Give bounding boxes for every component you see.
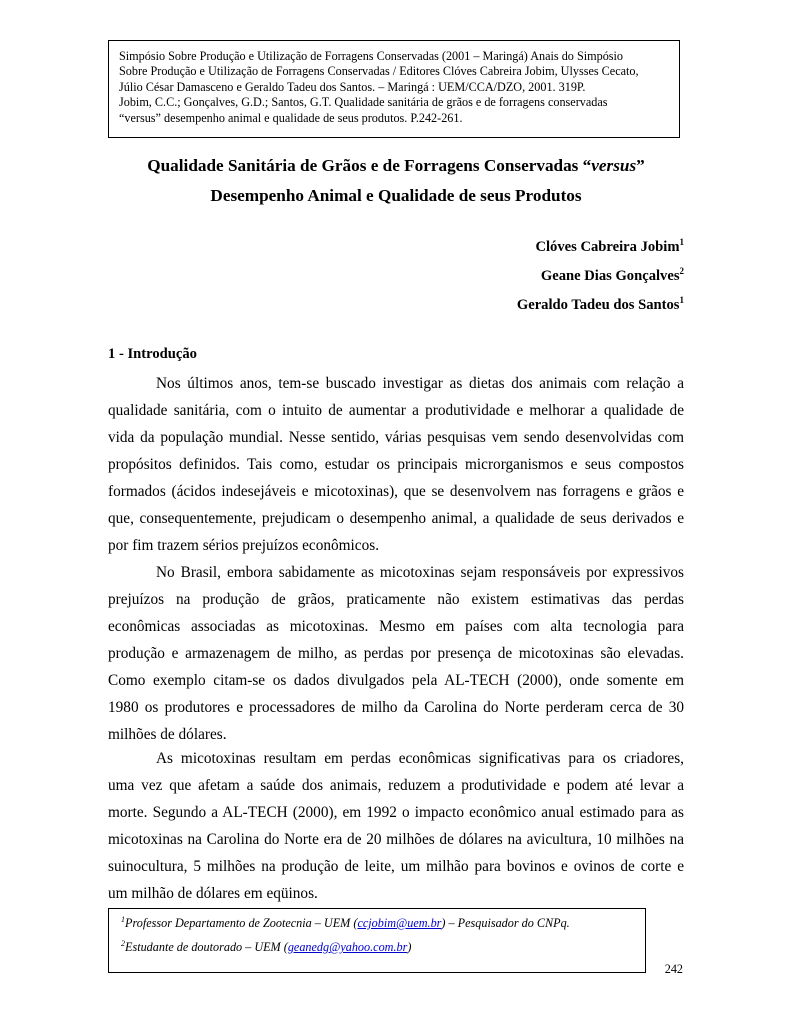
footnote	[121, 935, 645, 959]
author	[517, 238, 684, 267]
author-affiliation-mark: 2	[679, 266, 684, 277]
text-line: morte. Segundo a AL-TECH (2000), em 1992 o impacto econômico anual estimado para as	[108, 804, 684, 821]
citation-line: Júlio César Damasceno e Geraldo Tadeu dos Santos. – Maringá : UEM/CCA/DZO, 2001. 319P.	[119, 79, 586, 94]
text-line: suinocultura, 5 milhões na produção de leite, um milhão para bovinos e ovinos de corte e	[108, 858, 684, 875]
title-text: Qualidade Sanitária de Grãos e de Forragens Conservadas “	[147, 156, 592, 175]
citation-line: Jobim, C.C.; Gonçalves, G.D.; Santos, G.T. Qualidade sanitária de grãos e de forragens conservadas	[119, 95, 608, 110]
author-name: Geane Dias Gonçalves	[540, 268, 680, 284]
text-line: As micotoxinas resultam em perdas econômicas significativas para os criadores,	[156, 750, 684, 767]
text-line: Como exemplo citam-se os dados divulgados pela AL-TECH (2000), onde somente em	[108, 672, 684, 689]
text-line: formados (ácidos indesejáveis e micotoxinas), que se desenvolvem nas forragens e grãos e	[108, 483, 684, 500]
text-line: que, consequentemente, prejudicam o desempenho animal, a qualidade de seus derivados e	[108, 510, 684, 527]
citation-line: Simpósio Sobre Produção e Utilização de Forragens Conservadas (2001 – Maringá) Anais do Simpósio	[119, 49, 624, 63]
citation-box	[108, 40, 680, 138]
text-line: 1980 os produtores e processadores de milho da Carolina do Norte perderam cerca de 30	[108, 699, 684, 716]
text-line: por fim trazem sérios prejuízos econômicos.	[108, 537, 380, 554]
paragraph	[108, 745, 684, 907]
paragraph	[108, 370, 684, 559]
title-close-quote: ”	[636, 156, 645, 175]
author-name: Clóves Cabreira Jobim	[535, 239, 680, 255]
footnote-mark: 1	[121, 914, 125, 924]
author	[517, 296, 684, 325]
footnote	[121, 911, 645, 935]
document-subtitle: Desempenho Animal e Qualidade de seus Produtos	[210, 186, 582, 205]
citation-line: Sobre Produção e Utilização de Forragens Conservadas / Editores Clóves Cabreira Jobim, Ulysses Cecato,	[119, 64, 639, 79]
text-line: vida da população mundial. Nesse sentido, várias pesquisas vem sendo desenvolvidas com	[108, 429, 684, 446]
section-heading: 1 - Introdução	[108, 346, 197, 362]
title-italic: versus	[591, 156, 637, 175]
author	[517, 267, 684, 296]
author-affiliation-mark: 1	[679, 237, 684, 248]
text-line: micotoxinas na Carolina do Norte era de 20 milhões de dólares na avicultura, 10 milhões na	[108, 831, 684, 848]
paragraph	[108, 559, 684, 748]
author-name: Geraldo Tadeu dos Santos	[516, 297, 680, 313]
footnote-mark: 2	[121, 938, 125, 948]
text-line: uma vez que afetam a saúde dos animais, reduzem a produtividade e podem até levar a	[108, 777, 684, 794]
footnotes-box	[108, 908, 646, 973]
text-line: prejuízos na produção de grãos, praticamente não existem estimativas das perdas	[108, 591, 684, 608]
text-line: um milhão de dólares em eqüinos.	[108, 885, 318, 902]
text-line: No Brasil, embora sabidamente as micotoxinas sejam responsáveis por expressivos	[156, 564, 684, 581]
footnote-text: Estudante de doutorado – UEM (	[125, 940, 288, 954]
text-line: qualidade sanitária, com o intuito de aumentar a produtividade e melhorar a qualidade de	[108, 402, 684, 419]
footnote-text: Professor Departamento de Zootecnia – UEM (	[125, 916, 358, 930]
document-title	[108, 156, 684, 176]
text-line: produção e armazenagem de milho, as perdas por presença de micotoxinas são elevadas.	[108, 645, 684, 662]
footnote-text: )	[407, 940, 412, 954]
author-affiliation-mark: 1	[679, 295, 684, 306]
text-line: milhões de dólares.	[108, 726, 227, 743]
email-link[interactable]: geanedg@yahoo.com.br	[287, 940, 408, 954]
footnote-text: ) – Pesquisador do CNPq.	[441, 916, 570, 930]
text-line: propósitos definidos. Tais como, estudar os principais microrganismos e seus compostos	[108, 456, 684, 473]
page-number: 242	[664, 962, 683, 976]
text-line: Nos últimos anos, tem-se buscado investigar as dietas dos animais com relação a	[156, 375, 684, 392]
email-link[interactable]: ccjobim@uem.br	[357, 916, 442, 930]
author-list	[517, 238, 684, 325]
citation-line: “versus” desempenho animal e qualidade de seus produtos. P.242-261.	[119, 110, 463, 125]
text-line: econômicas associadas as micotoxinas. Mesmo em países com alta tecnologia para	[108, 618, 684, 635]
